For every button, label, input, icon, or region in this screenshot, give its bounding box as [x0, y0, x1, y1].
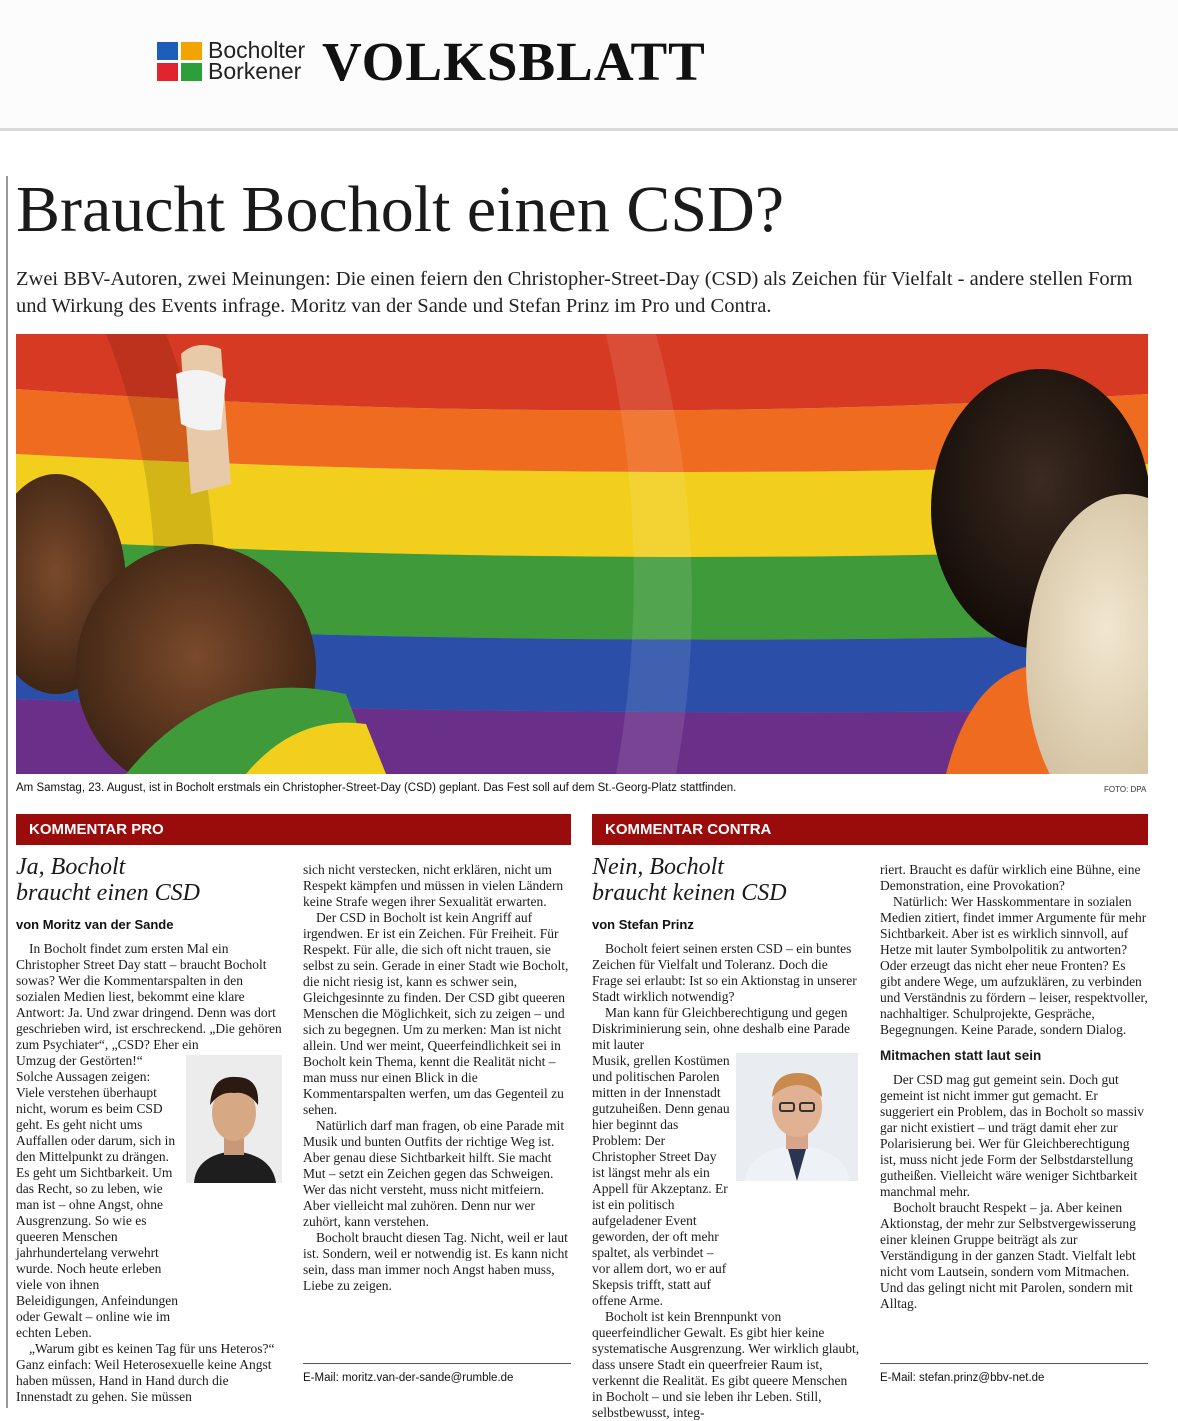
contra-paragraph-2b: Musik, grellen Kostümen und politischen Parolen mitten in der Innenstadt gutzuheißen. Denn genau hier beginnt das Problem: Der Christopher Street Day ist längst mehr als ein Appell für Akzeptanz. Er ist ein politisch aufgeladener Event geworden, der oft mehr spaltet, als verbindet – vor allem dort, wo er auf Skepsis trifft, statt auf offene Arme.	[592, 1053, 730, 1308]
author-photo-moritz	[186, 1055, 282, 1183]
logo-square-green	[181, 63, 202, 81]
photo-credit: FOTO: DPA	[1104, 785, 1147, 794]
contra-paragraph-1: Bocholt feiert seinen ersten CSD – ein buntes Zeichen für Vielfalt und Toleranz. Doch die Frage sei erlaubt: Ist so ein Aktionstag in unserer Stadt wirklich notwendig?	[592, 941, 857, 1004]
logo-square-blue	[157, 42, 178, 60]
avatar-icon	[736, 1053, 858, 1181]
logo-line-1: Bocholter	[208, 37, 306, 63]
page-left-rule	[6, 176, 8, 1408]
pro-headline-line-2: braucht einen CSD	[16, 880, 200, 906]
pro-paragraph-3: sich nicht verstecken, nicht erklären, nicht um Respekt kämpfen und müssen in vielen Ländern keine Strafe wegen ihrer Sexualität erwarten.	[303, 862, 564, 909]
pro-email: E-Mail: moritz.van-der-sande@rumble.de	[303, 1363, 571, 1384]
pro-column-2	[303, 862, 571, 1294]
pro-paragraph-1b: Umzug der Gestörten!“ Solche Aussagen zeigen: Viele verstehen überhaupt nicht, worum es beim CSD geht. Es geht nicht ums Auffallen oder darum, sich in den Mittelpunkt zu drängen. Es geht um Sichtbarkeit. Um das Recht, so zu leben, wie man ist – ohne Angst, ohne Ausgrenzung. So wie es queeren Menschen jahrhundertelang verwehrt wurde. Noch heute erleben viele von ihnen Beleidigungen, Anfeindungen oder Gewalt – online wie im echten Leben.	[16, 1053, 178, 1340]
pro-portrait-wrap	[16, 1053, 284, 1341]
contra-headline-line-2: braucht keinen CSD	[592, 880, 787, 906]
masthead	[0, 0, 1178, 131]
contra-paragraph-3: Bocholt ist kein Brennpunkt von queerfeindlicher Gewalt. Es gibt hier keine systematische Ausgrenzung. Wer wirklich glaubt, dass unsere Stadt ein queerfreier Raum ist, verkennt die Realität. Es gibt queere Menschen in Bocholt – und sie leben ihr Leben. Still, selbstbewusst, integ-	[592, 1309, 860, 1420]
contra-paragraph-4: riert. Braucht es dafür wirklich eine Bühne, eine Demonstration, eine Provokation?	[880, 862, 1141, 893]
contra-byline: von Stefan Prinz	[592, 917, 694, 932]
logo-line-2: Borkener	[208, 58, 302, 84]
logo-square-orange	[181, 42, 202, 60]
article-photo	[16, 334, 1148, 774]
article-title: Braucht Bocholt einen CSD?	[16, 173, 785, 246]
section-bar-contra: KOMMENTAR CONTRA	[592, 814, 1148, 845]
contra-headline-line-1: Nein, Bocholt	[592, 854, 724, 880]
pro-paragraph-5: Natürlich darf man fragen, ob eine Parade mit Musik und bunten Outfits der richtige Weg ist. Aber genau diese Sichtbarkeit hilft. Sie macht Mut – setzt ein Zeichen gegen das Schweigen. Wer das nicht versteht, muss nicht mitfeiern. Aber vielleicht mal zuhören. Denn nur wer zuhört, kann verstehen.	[303, 1118, 565, 1229]
contra-paragraph-7: Bocholt braucht Respekt – ja. Aber keinen Aktionstag, der mehr zur Selbstvergewisserung einer kleinen Gruppe beiträgt als zur Verständigung in der ganzen Stadt. Vielfalt lebt nicht vom Lautsein, sondern vom Mitmachen. Und das gelingt nicht mit Parolen, sondern mit Alltag.	[880, 1200, 1136, 1311]
contra-paragraph-2a: Man kann für Gleichberechtigung und gegen Diskriminierung sein, ohne deshalb eine Parade mit lauter	[592, 1005, 850, 1052]
contra-headline	[592, 854, 787, 906]
contra-paragraph-5: Natürlich: Wer Hasskommentare in sozialen Medien zitiert, findet immer Argumente für mehr Sichtbarkeit. Aber ist es wirklich sinnvoll, auf Hetze mit lauter Symbolpolitik zu antworten? Oder erzeugt das nicht eher neue Fronten? Es gibt andere Wege, um aufzuklären, zu verbinden und Verständnis zu fördern – leiser, respektvoller, nachhaltiger. Schulprojekte, Gespräche, Begegnungen. Keine Parade, sondern Dialog.	[880, 894, 1148, 1037]
logo-squares-icon	[157, 42, 205, 82]
article-intro: Zwei BBV-Autoren, zwei Meinungen: Die einen feiern den Christopher-Street-Day (CSD) als Zeichen für Vielfalt - andere stellen Form und Wirkung des Events infrage. Moritz van der Sande und Stefan Prinz im Pro und Contra.	[16, 268, 1133, 317]
section-bar-pro: KOMMENTAR PRO	[16, 814, 571, 845]
avatar-icon	[186, 1055, 282, 1183]
rainbow-flag-photo	[16, 334, 1148, 774]
contra-subhead: Mitmachen statt laut sein	[880, 1048, 1042, 1063]
contra-column-2	[880, 862, 1148, 1312]
pro-column-1	[16, 941, 284, 1405]
author-photo-stefan	[736, 1053, 858, 1181]
pro-headline-line-1: Ja, Bocholt	[16, 854, 126, 880]
pro-headline	[16, 854, 200, 906]
pro-paragraph-1a: In Bocholt findet zum ersten Mal ein Christopher Street Day statt – braucht Bocholt sowas? Wer die Kommentarspalten in den sozialen Medien liest, bekommt eine klare Antwort: Ja. Und zwar dringend. Denn was dort geschrieben wird, ist erschreckend. „Die gehören zum Psychiater“, „CSD? Eher ein	[16, 941, 282, 1052]
pro-paragraph-6: Bocholt braucht diesen Tag. Nicht, weil er laut ist. Sondern, weil er notwendig ist. Es kann nicht sein, dass man immer noch Angst haben muss, Liebe zu zeigen.	[303, 1230, 569, 1293]
logo-square-red	[157, 63, 178, 81]
contra-email: E-Mail: stefan.prinz@bbv-net.de	[880, 1363, 1148, 1384]
pro-paragraph-4: Der CSD in Bocholt ist kein Angriff auf irgendwen. Er ist ein Zeichen. Für Freiheit. Für Respekt. Für alle, die sich oft nicht trauen, sie selbst zu sein. Gerade in einer Stadt wie Bocholt, die nicht riesig ist, kann es schwer sein, Gleichgesinnte zu finden. Der CSD gibt queeren Menschen die Möglichkeit, sich zu zeigen – und sich zu begegnen. Um zu merken: Man ist nicht allein. Und wer meint, Queerfeindlichkeit sei in Bocholt kein Thema, kennt die Realität nicht – man muss nur einen Blick in die Kommentarspalten werfen, um das Gegenteil zu sehen.	[303, 910, 569, 1117]
contra-portrait-wrap	[592, 1053, 860, 1309]
pro-paragraph-2: „Warum gibt es keinen Tag für uns Heteros?“ Ganz einfach: Weil Heterosexuelle keine Angst haben müssen, Hand in Hand durch die Innenstadt zu gehen. Sie müssen	[16, 1341, 275, 1404]
contra-column-1	[592, 941, 860, 1421]
logo-title: VOLKSBLATT	[322, 31, 706, 92]
pro-byline: von Moritz van der Sande	[16, 917, 174, 932]
logo-subtitle	[208, 37, 306, 84]
photo-caption: Am Samstag, 23. August, ist in Bocholt erstmals ein Christopher-Street-Day (CSD) geplant. Das Fest soll auf dem St.-Georg-Platz stattfinden.	[16, 782, 737, 794]
contra-paragraph-6: Der CSD mag gut gemeint sein. Doch gut gemeint ist nicht immer gut gemacht. Er suggeriert ein Problem, das in Bocholt so massiv gar nicht existiert – und trägt damit eher zur Polarisierung bei. Wer für Gleichberechtigung ist, muss nicht jede Form der Selbstdarstellung gutheißen. Vielleicht wäre weniger Sichtbarkeit manchmal mehr.	[880, 1072, 1144, 1199]
